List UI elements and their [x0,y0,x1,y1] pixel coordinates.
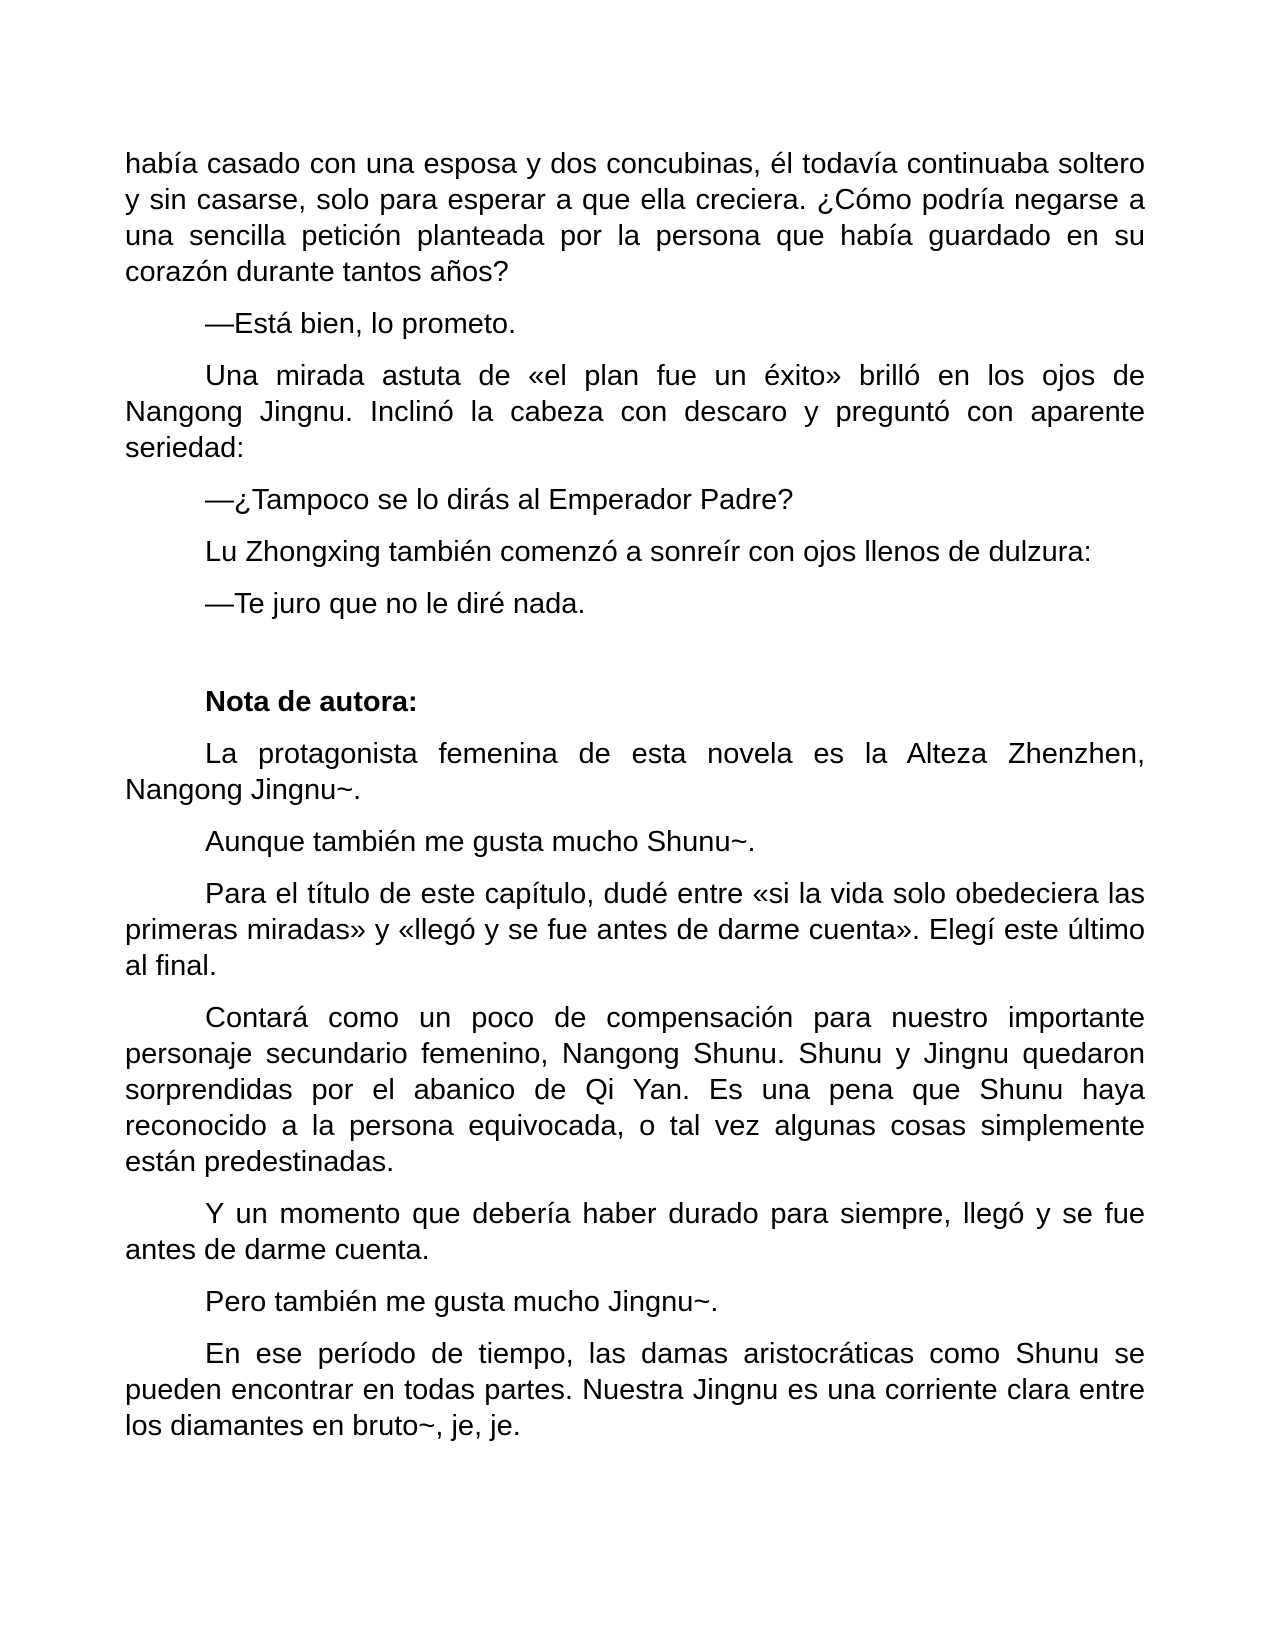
note-paragraph: Aunque también me gusta mucho Shunu~. [205,826,756,858]
author-note-heading: Nota de autora: [205,686,418,718]
document-page [125,146,1145,1460]
paragraph: Lu Zhongxing también comenzó a sonreír con ojos llenos de dulzura: [205,536,1092,568]
note-paragraph: Pero también me gusta mucho Jingnu~. [205,1286,719,1318]
note-paragraph: Y un momento que debería haber durado para siempre, llegó y se fue antes de darme cuenta. [125,1198,1145,1266]
paragraph: había casado con una esposa y dos concubinas, él todavía continuaba soltero y sin casarse, solo para esperar a que ella creciera. ¿Cómo podría negarse a una sencilla petición planteada por la persona que había guardado en su corazón durante tantos años? [125,148,1145,288]
note-paragraph: Contará como un poco de compensación para nuestro importante personaje secundario femenino, Nangong Shunu. Shunu y Jingnu quedaron sorprendidas por el abanico de Qi Yan. Es una pena que Shunu haya reconocido a la persona equivocada, o tal vez algunas cosas simplemente están predestinadas. [125,1002,1145,1178]
note-paragraph: Para el título de este capítulo, dudé entre «si la vida solo obedeciera las primeras miradas» y «llegó y se fue antes de darme cuenta». Elegí este último al final. [125,878,1145,982]
dialogue-line: —Te juro que no le diré nada. [205,588,586,620]
section-gap [125,638,1145,684]
dialogue-line: —¿Tampoco se lo dirás al Emperador Padre? [205,484,794,516]
paragraph: Una mirada astuta de «el plan fue un éxito» brilló en los ojos de Nangong Jingnu. Inclinó la cabeza con descaro y preguntó con aparente seriedad: [125,360,1145,464]
note-paragraph: En ese período de tiempo, las damas aristocráticas como Shunu se pueden encontrar en todas partes. Nuestra Jingnu es una corriente clara entre los diamantes en bruto~, je, je. [125,1338,1145,1442]
dialogue-line: —Está bien, lo prometo. [205,308,517,340]
note-paragraph: La protagonista femenina de esta novela es la Alteza Zhenzhen, Nangong Jingnu~. [125,738,1145,806]
